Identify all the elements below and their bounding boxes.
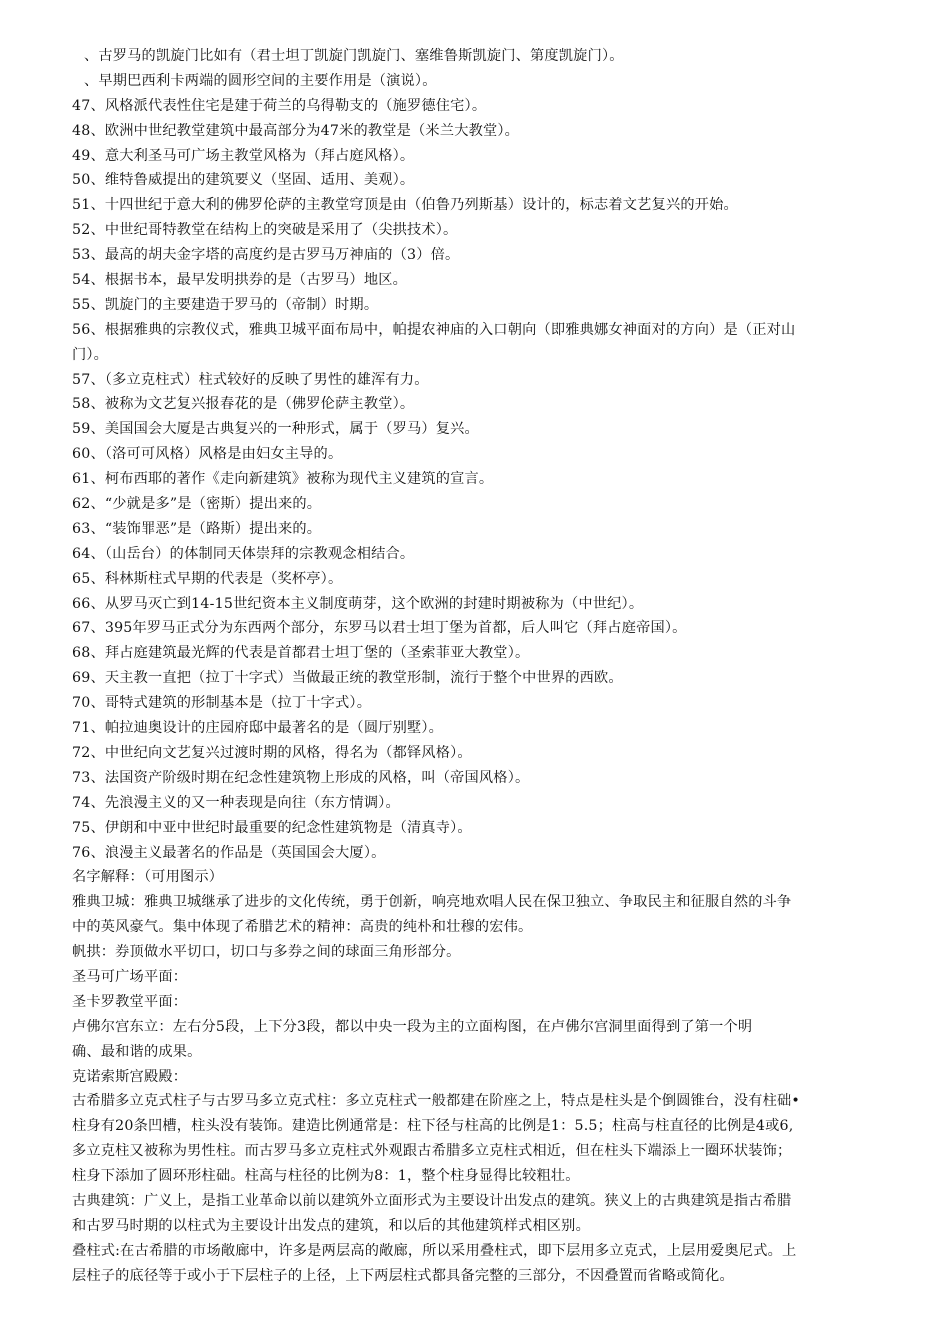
list-item: 57、（多立克柱式）柱式较好的反映了男性的雄浑有力。 (72, 371, 429, 388)
glossary-entry (72, 1065, 910, 1090)
glossary-section (72, 890, 910, 1288)
list-item: 49、意大利圣马可广场主教堂风格为（拜占庭风格）。 (72, 147, 415, 164)
list-item: 69、天主教一直把（拉丁十字式）当做最正统的教堂形制，流行于整个中世界的西欧。 (72, 670, 623, 687)
glossary-line: 古希腊多立克式柱子与古罗马多立克式柱：多立克柱式一般都建在阶座之上，特点是柱头是个倒圆锥台，没有柱础• (72, 1093, 800, 1110)
list-item: 75、伊朗和中亚中世纪时最重要的纪念性建筑物是（清真寺）。 (72, 819, 472, 836)
glossary-line: 克诺索斯宫殿殿： (72, 1068, 188, 1085)
list-item: 62、“少就是多”是（密斯）提出来的。 (72, 496, 322, 513)
glossary-line: 多立克柱又被称为男性柱。而古罗马多立克柱式外观跟古希腊多立克柱式相近，但在柱头下端添上一圈环状装饰； (72, 1143, 792, 1160)
glossary-line: 古典建筑：广义上，是指工业革命以前以建筑外立面形式为主要设计出发点的建筑。狭义上的古典建筑是指古希腊 (72, 1192, 792, 1209)
list-item: 63、“装饰罪恶”是（路斯）提出来的。 (72, 520, 322, 537)
list-item: 50、维特鲁威提出的建筑要义（坚固、适用、美观）。 (72, 172, 415, 189)
list-item: 71、帕拉迪奥设计的庄园府邸中最著名的是（圆厅别墅）。 (72, 720, 444, 737)
glossary-heading: 名字解释：（可用图示） (72, 869, 224, 886)
list-item: 74、先浪漫主义的又一种表现是向往（东方情调）。 (72, 794, 400, 811)
glossary-entry (72, 940, 910, 965)
list-item: 59、美国国会大厦是古典复兴的一种形式，属于（罗马）复兴。 (72, 421, 479, 438)
list-item: 67、395年罗马正式分为东西两个部分，东罗马以君士坦丁堡为首都，后人叫它（拜占庭帝国）。 (72, 620, 687, 637)
list-item: 66、从罗马灭亡到14-15世纪资本主义制度萌芽，这个欧洲的封建时期被称为（中世纪）。 (72, 595, 644, 612)
list-item: 76、浪漫主义最著名的作品是（英国国会大厦）。 (72, 844, 386, 861)
glossary-entry (72, 890, 910, 940)
list-item: 52、中世纪哥特教堂在结构上的突破是采用了（尖拱技术）。 (72, 222, 458, 239)
glossary-line: 中的英风豪气。集中体现了希腊艺术的精神：高贵的纯朴和壮穆的宏伟。 (72, 919, 533, 936)
list-item: 、早期巴西利卡两端的圆形空间的主要作用是（演说）。 (84, 72, 437, 89)
list-item: 47、风格派代表性住宅是建于荷兰的乌得勒支的（施罗德住宅）。 (72, 97, 487, 114)
list-item: 55、凯旋门的主要建造于罗马的（帝制）时期。 (72, 296, 379, 313)
glossary-entry (72, 1239, 910, 1289)
glossary-line: 圣卡罗教堂平面： (72, 993, 188, 1010)
list-item: 54、根据书本，最早发明拱券的是（古罗马）地区。 (72, 272, 407, 289)
list-item: 70、哥特式建筑的形制基本是（拉丁十字式）。 (72, 695, 372, 712)
glossary-line: 和古罗马时期的以柱式为主要设计出发点的建筑，和以后的其他建筑样式相区别。 (72, 1217, 590, 1234)
list-item: 68、拜占庭建筑最光辉的代表是首都君士坦丁堡的（圣索菲亚大教堂）。 (72, 645, 530, 662)
glossary-line: 雅典卫城：雅典卫城继承了进步的文化传统，勇于创新，响亮地欢唱人民在保卫独立、争取民主和征服自然的斗争 (72, 894, 792, 911)
glossary-line: 卢佛尔宫东立：左右分5段，上下分3段，都以中央一段为主的立面构图，在卢佛尔宫洞里面得到了第一个明 (72, 1018, 753, 1035)
glossary-line: 叠柱式:在古希腊的市场敞廊中，许多是两层高的敞廊，所以采用叠柱式，即下层用多立克式，上层用爱奥尼式。上 (72, 1242, 797, 1259)
list-item: 60、（洛可可风格）风格是由妇女主导的。 (72, 446, 343, 463)
list-item: 72、中世纪向文艺复兴过渡时期的风格，得名为（都铎风格）。 (72, 744, 472, 761)
list-item: 73、法国资产阶级时期在纪念性建筑物上形成的风格，叫（帝国风格）。 (72, 769, 530, 786)
list-item: 56、根据雅典的宗教仪式，雅典卫城平面布局中，帕提农神庙的入口朝向（即雅典娜女神面对的方向）是（正对山 (72, 321, 796, 338)
list-item: 58、被称为文艺复兴报春花的是（佛罗伦萨主教堂）。 (72, 396, 415, 413)
list-item: 64、（山岳台）的体制同天体崇拜的宗教观念相结合。 (72, 545, 415, 562)
glossary-line: 确、最和谐的成果。 (72, 1043, 202, 1060)
glossary-entry (72, 1015, 910, 1065)
list-item-continuation: 门）。 (72, 346, 109, 363)
glossary-line: 柱身有20条凹槽，柱头没有装饰。建造比例通常是：柱下径与柱高的比例是1：5.5；柱高与柱直径的比例是4或6, (72, 1118, 794, 1135)
glossary-entry (72, 965, 910, 990)
glossary-line: 层柱子的底径等于或小于下层柱子的上径，上下两层柱式都具备完整的三部分，不因叠置而省略或简化。 (72, 1267, 734, 1284)
glossary-line: 帆拱：券顶做水平切口，切口与多券之间的球面三角形部分。 (72, 944, 461, 961)
glossary-line: 圣马可广场平面： (72, 968, 188, 985)
glossary-entry (72, 990, 910, 1015)
list-item: 61、柯布西耶的著作《走向新建筑》被称为现代主义建筑的宣言。 (72, 471, 494, 488)
list-item: 48、欧洲中世纪教堂建筑中最高部分为47米的教堂是（米兰大教堂）。 (72, 122, 520, 139)
question-answer-list (72, 44, 910, 865)
list-item: 53、最高的胡夫金字塔的高度约是古罗马万神庙的（3）倍。 (72, 247, 460, 264)
list-item: 65、科林斯柱式早期的代表是（奖杯亭）。 (72, 570, 343, 587)
glossary-line: 柱身下添加了圆环形柱础。柱高与柱径的比例为8：1，整个柱身显得比较粗壮。 (72, 1168, 580, 1185)
list-item: 、古罗马的凯旋门比如有（君士坦丁凯旋门凯旋门、塞维鲁斯凯旋门、第度凯旋门）。 (84, 48, 624, 64)
glossary-entry (72, 1089, 910, 1189)
list-item: 51、十四世纪于意大利的佛罗伦萨的主教堂穹顶是由（伯鲁乃列斯基）设计的，标志着文艺复兴的开始。 (72, 197, 738, 214)
glossary-entry (72, 1189, 910, 1239)
